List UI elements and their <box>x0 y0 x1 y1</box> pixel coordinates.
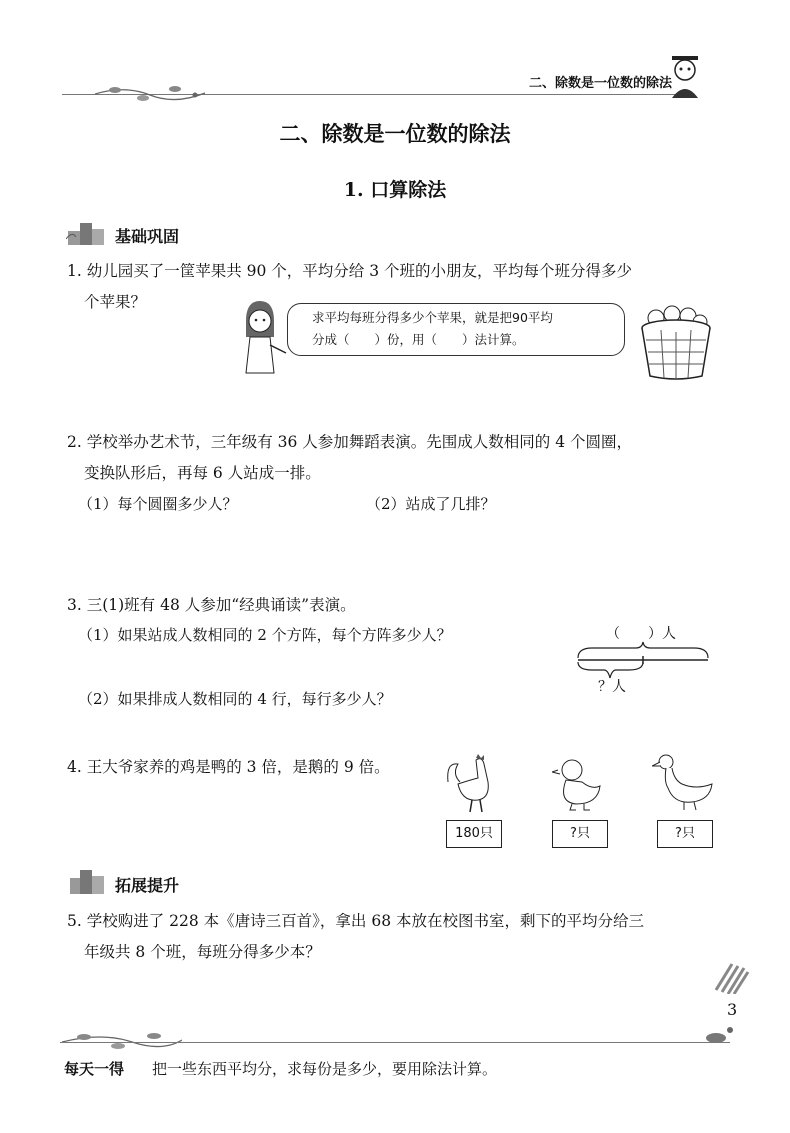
vine-ornament-icon <box>95 83 205 105</box>
corner-stripes-icon <box>712 960 752 994</box>
blocks-icon <box>66 866 110 896</box>
footer-text: 把一些东西平均分，求每份是多少，要用除法计算。 <box>152 1060 498 1078</box>
q3-sub1: （1）如果站成人数相同的 2 个方阵，每个方阵多少人？ <box>78 626 452 644</box>
q3-line1: 3. 三(1)班有 48 人参加“经典诵读”表演。 <box>67 596 356 614</box>
speech-bubble <box>287 303 625 356</box>
q2-line1: 2. 学校举办艺术节，三年级有 36 人参加舞蹈表演。先围成人数相同的 4 个圆圈， <box>67 433 633 451</box>
diagram-bottom-label: ？人 <box>598 679 626 695</box>
tag-goose: ?只 <box>657 820 713 848</box>
q1-line1: 1. 幼儿园买了一筐苹果共 90 个，平均分给 3 个班的小朋友，平均每个班分得多少 <box>67 262 633 280</box>
section-title: 1. 口算除法 <box>343 179 447 201</box>
badge-extend-label: 拓展提升 <box>115 876 180 895</box>
q2-sub2: （2）站成了几排？ <box>366 495 496 513</box>
footer-vine-ornament-icon <box>62 1028 182 1054</box>
duck-icon <box>552 752 606 814</box>
badge-basic-label: 基础巩固 <box>115 227 180 246</box>
q5-line2: 年级共 8 个班，每班分得多少本？ <box>84 943 321 961</box>
diagram-top-label: （ ）人 <box>606 626 676 642</box>
q2-line2: 变换队形后，再每 6 人站成一排。 <box>84 464 321 482</box>
q4-line1: 4. 王大爷家养的鸡是鸭的 3 倍，是鹅的 9 倍。 <box>67 758 390 776</box>
bubble-line1: 求平均每班分得多少个苹果，就是把90平均 <box>312 310 553 325</box>
tag-chicken: 180只 <box>446 820 502 848</box>
scholar-mascot-icon <box>662 52 708 102</box>
rooster-icon <box>442 752 506 814</box>
girl-teacher-icon <box>232 297 292 375</box>
q5-line1: 5. 学校购进了 228 本《唐诗三百首》，拿出 68 本放在校图书室，剩下的平均分给三 <box>67 912 644 930</box>
bubble-line2: 分成（ ）份，用（ ）法计算。 <box>312 332 525 347</box>
q2-sub1: （1）每个圆圈多少人？ <box>78 495 238 513</box>
chapter-title: 二、除数是一位数的除法 <box>279 122 511 146</box>
tag-duck: ?只 <box>552 820 608 848</box>
apple-basket-icon <box>636 300 716 382</box>
q3-sub2: （2）如果排成人数相同的 4 行，每行多少人？ <box>78 690 392 708</box>
running-header-title: 二、除数是一位数的除法 <box>528 76 672 91</box>
line-segment-diagram <box>574 640 710 680</box>
footer-rule <box>60 1042 730 1043</box>
q1-line2: 个苹果？ <box>84 293 147 311</box>
footer-leaf-icon <box>700 1020 740 1050</box>
podium-icon <box>66 217 110 247</box>
footer-label: 每天一得 <box>64 1060 125 1078</box>
page-number: 3 <box>727 1000 738 1019</box>
goose-icon <box>652 752 714 814</box>
